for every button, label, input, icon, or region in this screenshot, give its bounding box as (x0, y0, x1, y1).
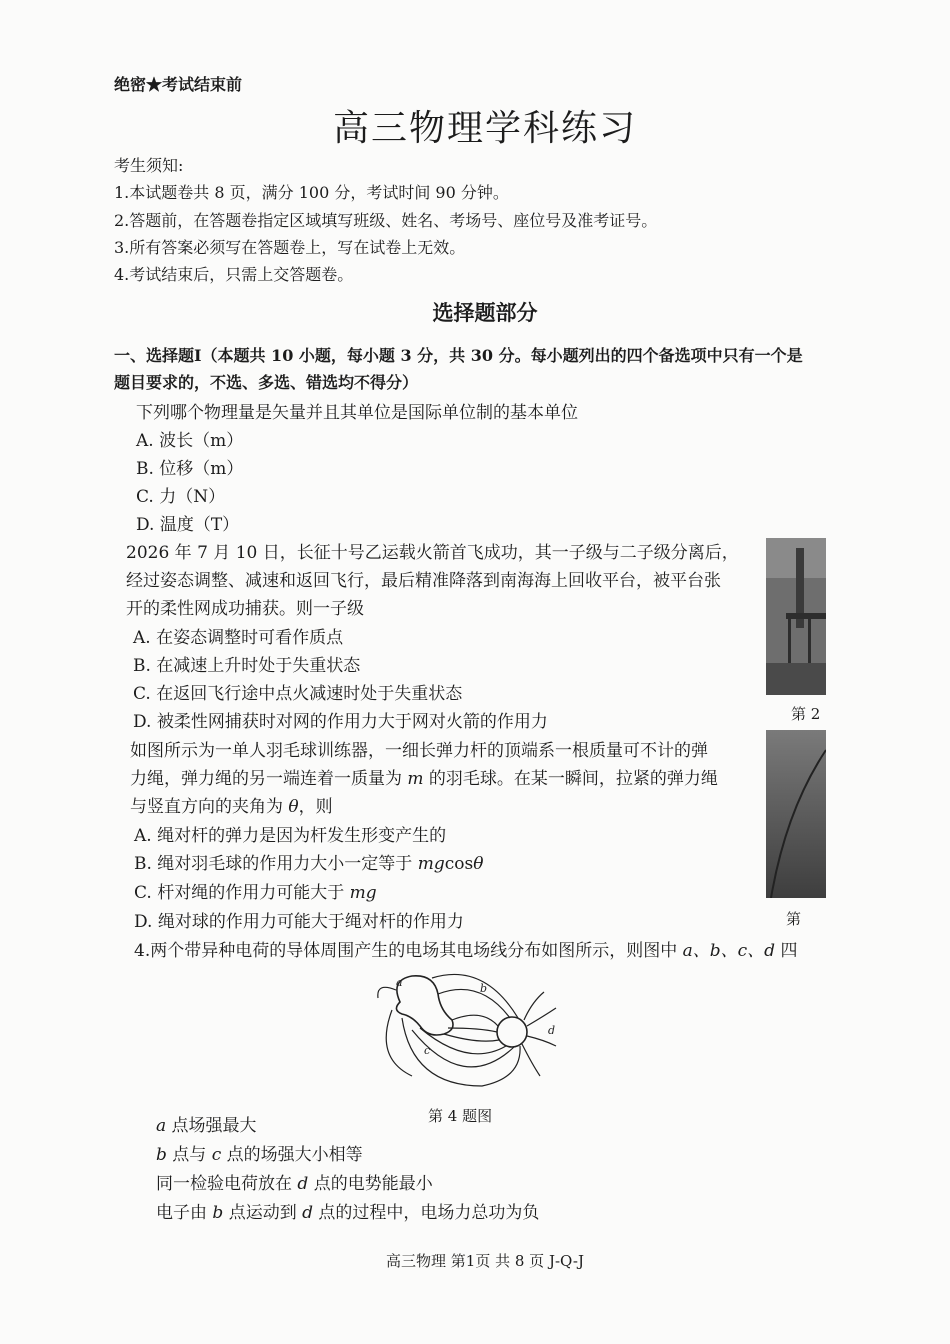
q2-option-a: A. 在姿态调整时可看作质点 (133, 628, 344, 648)
q1-option-a: A. 波长（m） (136, 431, 244, 451)
q3-stem-line3: 与竖直方向的夹角为 θ，则 (130, 797, 333, 817)
page-footer: 高三物理 第1页 共 8 页 J-Q-J (386, 1252, 584, 1270)
q3-figure-caption: 第 (786, 910, 802, 928)
q3-option-c: C. 杆对绳的作用力可能大于 mg (134, 883, 377, 903)
q4-option-a: a 点场强最大 (156, 1116, 257, 1136)
q2-option-b: B. 在减速上升时处于失重状态 (133, 656, 361, 676)
notes-heading: 考生须知: (114, 156, 184, 175)
q2-option-c: C. 在返回飞行途中点火减速时处于失重状态 (133, 684, 463, 704)
q3-option-b: B. 绳对羽毛球的作用力大小一定等于 mgcosθ (134, 854, 484, 874)
label-a: a (396, 976, 403, 989)
q2-figure-caption: 第 2 (791, 705, 821, 723)
part-heading-line2: 题目要求的，不选、多选、错选均不得分） (114, 373, 419, 392)
q4-option-d: 电子由 b 点运动到 d 点的过程中，电场力总功为负 (156, 1203, 540, 1223)
q2-stem-line: 2026 年 7 月 10 日，长征十号乙运载火箭首飞成功，其一子级与二子级分离后， (126, 543, 739, 563)
part-heading-line1: 一、选择题I（本题共 10 小题，每小题 3 分，共 30 分。每小题列出的四个备选项中只有一个是 (114, 346, 803, 365)
q3-option-a: A. 绳对杆的弹力是因为杆发生形变产生的 (134, 826, 447, 846)
q4-stem: 4.两个带异种电荷的导体周围产生的电场其电场线分布如图所示，则图中 a、b、c、d 四 (134, 941, 798, 961)
note-item: 4.考试结束后，只需上交答题卷。 (114, 265, 354, 284)
q4-figure-caption: 第 4 题图 (428, 1107, 493, 1125)
note-item: 2.答题前，在答题卷指定区域填写班级、姓名、考场号、座位号及准考证号。 (114, 211, 658, 230)
q1-stem: 下列哪个物理量是矢量并且其单位是国际单位制的基本单位 (136, 403, 578, 423)
note-item: 1.本试题卷共 8 页，满分 100 分，考试时间 90 分钟。 (114, 183, 509, 202)
q4-option-b: b 点与 c 点的场强大小相等 (156, 1145, 363, 1165)
q3-stem-line1: 如图所示为一单人羽毛球训练器，一细长弹力杆的顶端系一根质量可不计的弹 (130, 741, 708, 761)
q1-option-b: B. 位移（m） (136, 459, 244, 479)
q3-option-d: D. 绳对球的作用力可能大于绳对杆的作用力 (134, 912, 464, 932)
q2-stem-line: 经过姿态调整、减速和返回飞行，最后精准降落到南海海上回收平台，被平台张 (126, 571, 721, 591)
badminton-trainer-photo (766, 730, 826, 898)
q3-stem-line2: 力绳，弹力绳的另一端连着一质量为 m 的羽毛球。在某一瞬间，拉紧的弹力绳 (130, 769, 718, 789)
secret-mark: 绝密★考试结束前 (114, 75, 243, 94)
rocket-recovery-photo (766, 538, 826, 695)
label-d: d (548, 1024, 556, 1037)
label-c: c (424, 1044, 431, 1057)
q1-option-d: D. 温度（T） (136, 515, 240, 535)
label-b: b (480, 982, 488, 995)
section-title: 选择题部分 (432, 300, 538, 325)
q4-option-c: 同一检验电荷放在 d 点的电势能最小 (156, 1174, 433, 1194)
q1-option-c: C. 力（N） (136, 487, 226, 507)
q2-option-d: D. 被柔性网捕获时对网的作用力大于网对火箭的作用力 (133, 712, 548, 732)
note-item: 3.所有答案必须写在答题卷上，写在试卷上无效。 (114, 238, 466, 257)
exam-title: 高三物理学科练习 (332, 108, 637, 149)
electric-field-diagram (372, 968, 562, 1093)
q2-stem-line: 开的柔性网成功捕获。则一子级 (126, 599, 364, 619)
